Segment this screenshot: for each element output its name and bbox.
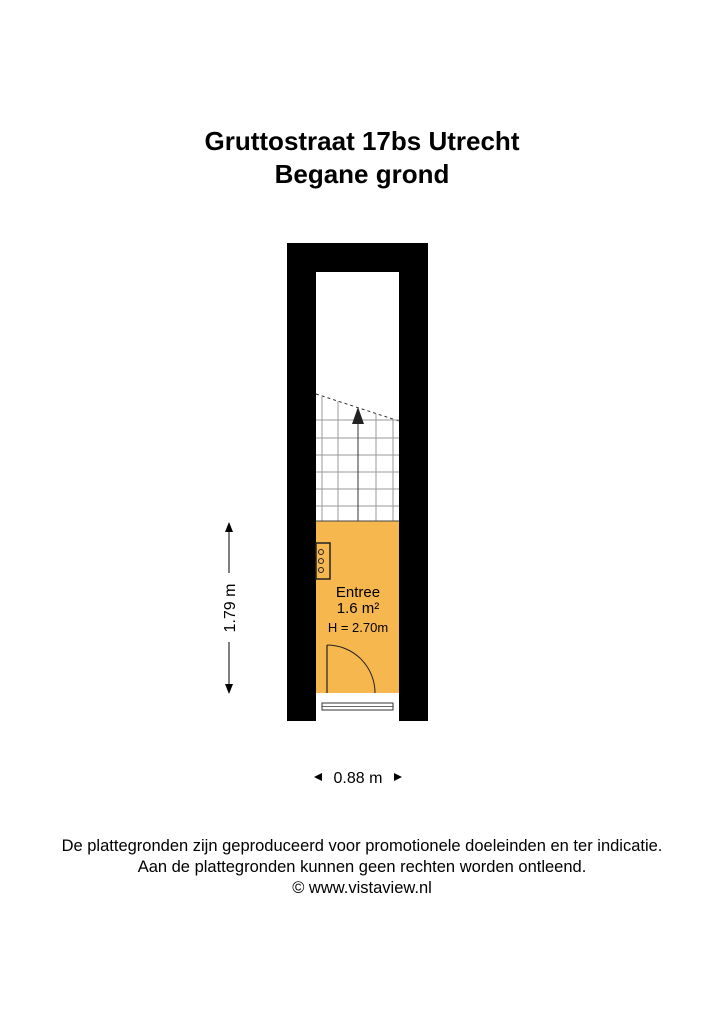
arrow-up-icon [225,522,233,532]
room-name-label: Entree [335,584,381,601]
disclaimer-line-2: Aan de plattegronden kunnen geen rechten worden ontleend. [137,858,587,876]
copyright-line: © www.vistaview.nl [292,879,432,897]
room-height-label: H = 2.70m [327,620,389,635]
meter-box-icon [316,543,330,579]
horizontal-dimension-label: 0.88 m [333,770,383,787]
vertical-dimension-label: 1.79 m [222,583,239,633]
entrance-threshold [316,693,399,721]
plan-title: Gruttostraat 17bs Utrecht [204,126,520,156]
arrow-down-icon [225,684,233,694]
arrow-left-icon [314,773,322,781]
floor-name: Begane grond [274,159,450,189]
disclaimer-line-1: De plattegronden zijn geproduceerd voor promotionele doeleinden en ter indicatie. [61,837,663,855]
arrow-right-icon [394,773,402,781]
room-area-label: 1.6 m² [336,600,380,617]
